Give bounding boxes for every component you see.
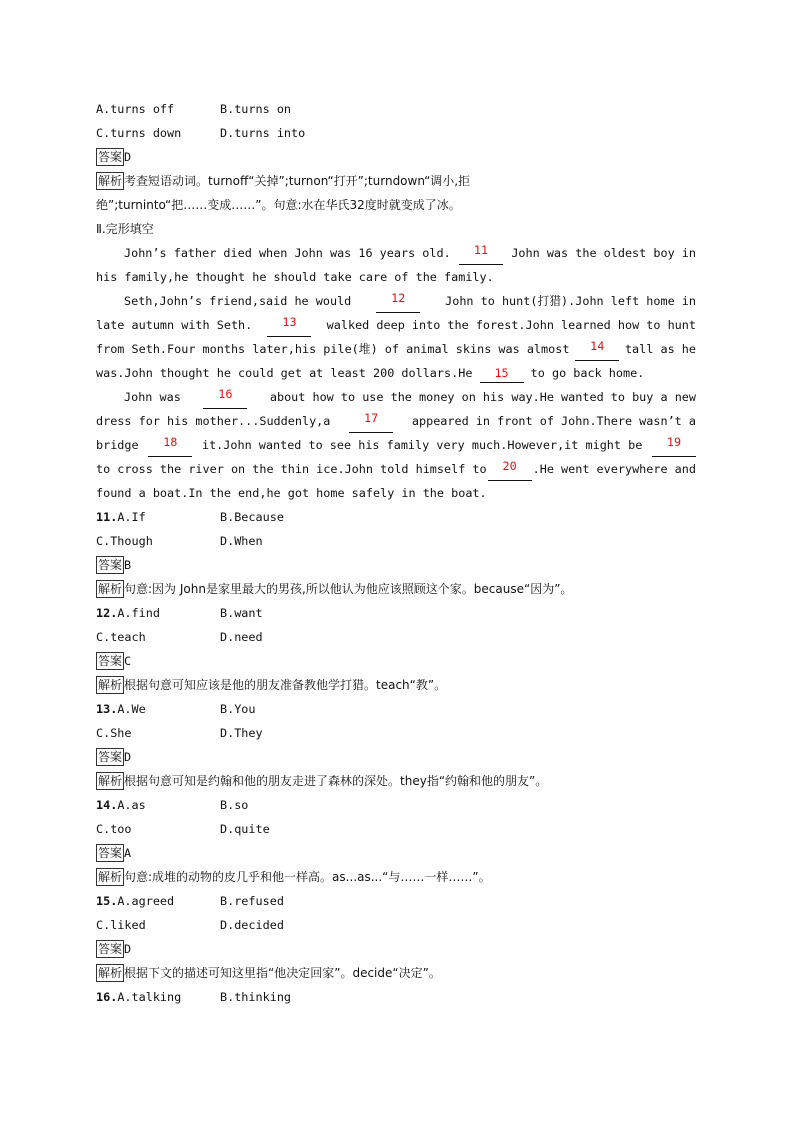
option-a (96, 505, 220, 529)
passage-text: John’s father died when John was 16 years old. (124, 246, 451, 260)
passage-line (96, 457, 696, 481)
passage-text: John was (124, 390, 181, 404)
passage-text: found a boat.In the end,he got home safely in the boat. (96, 486, 487, 500)
option-d: D.When (220, 534, 263, 548)
option-c: C.turns down (96, 126, 182, 140)
option-b: B.Because (220, 510, 284, 524)
answer-label: 答案 (98, 942, 123, 956)
passage-text: his family,he thought he should take care of the family. (96, 270, 494, 284)
passage-text: about how to use the money on his way.He wanted to buy a new (269, 390, 696, 404)
document-page (96, 97, 696, 1009)
passage-text: dress for his mother...Suddenly,a (96, 414, 331, 428)
passage-line (96, 265, 696, 289)
option-a (96, 889, 220, 913)
answer-label: 答案 (98, 558, 123, 572)
section-title: Ⅱ.完形填空 (96, 222, 154, 236)
option-a: A.turns off (96, 102, 175, 116)
option-a-text: A.talking (117, 990, 182, 1004)
analysis-label: 解析 (98, 174, 123, 188)
option-c: C.too (96, 822, 132, 836)
option-d: D.need (220, 630, 263, 644)
analysis-text: 句意:因为 John是家里最大的男孩,所以他认为他应该照顾这个家。because“因为”。 (124, 582, 573, 596)
passage-line (96, 433, 696, 457)
blank-16: 16 (203, 385, 247, 409)
option-a-text: A.find (117, 606, 160, 620)
option-c: C.liked (96, 918, 146, 932)
option-a (96, 985, 220, 1009)
answer-label: 答案 (98, 846, 123, 860)
question-number: 11. (96, 510, 118, 524)
question-16 (96, 985, 696, 1009)
option-b: B.so (220, 798, 249, 812)
blank-13: 13 (267, 313, 311, 337)
passage-text: from Seth.Four months later,his pile(堆) of animal skins was almost (96, 342, 570, 356)
passage-text: John to hunt(打猎).John left home in (445, 294, 696, 308)
option-d: D.turns into (220, 126, 306, 140)
answer-label: 答案 (98, 150, 123, 164)
passage-line (96, 481, 696, 505)
option-b: B.thinking (220, 990, 292, 1004)
question-number: 12. (96, 606, 118, 620)
answer-value: D (124, 750, 132, 764)
answer-value: D (124, 150, 132, 164)
passage-text: it.John wanted to see his family very much.However,it might be (201, 438, 643, 452)
blank-12: 12 (376, 289, 420, 313)
option-c: C.teach (96, 630, 146, 644)
answer-line (96, 145, 696, 169)
answer-value: B (124, 558, 132, 572)
answer-value: C (124, 654, 132, 668)
analysis-label: 解析 (98, 774, 123, 788)
option-row (96, 97, 696, 121)
answer-value: D (124, 942, 132, 956)
passage-text: appeared in front of John.There wasn’t a (411, 414, 696, 428)
analysis-text: 句意:成堆的动物的皮几乎和他一样高。as...as...“与……一样……”。 (124, 870, 491, 884)
passage-line (96, 337, 696, 361)
option-d: D.decided (220, 918, 284, 932)
option-b: B.refused (220, 894, 284, 908)
option-b: B.want (220, 606, 263, 620)
question-number: 13. (96, 702, 118, 716)
analysis-label: 解析 (98, 678, 123, 692)
blank-14: 14 (575, 337, 619, 361)
blank-15: 15 (480, 364, 524, 383)
analysis-label: 解析 (98, 966, 123, 980)
passage-text: Seth,John’s friend,said he would (124, 294, 352, 308)
passage-line (96, 289, 696, 313)
analysis-line (96, 169, 696, 193)
blank-20: 20 (488, 457, 532, 481)
passage-line (96, 241, 696, 265)
passage-line (96, 409, 696, 433)
option-row (96, 121, 696, 145)
analysis-label: 解析 (98, 870, 123, 884)
blank-19: 19 (652, 433, 696, 457)
option-a-text: A.If (117, 510, 146, 524)
option-d: D.quite (220, 822, 270, 836)
option-a-text: A.as (117, 798, 146, 812)
passage-text: John was the oldest boy in (511, 246, 696, 260)
question-12 (96, 601, 696, 697)
option-b: B.You (220, 702, 256, 716)
blank-17: 17 (349, 409, 393, 433)
answer-label: 答案 (98, 654, 123, 668)
blank-18: 18 (148, 433, 192, 457)
question-11 (96, 505, 696, 601)
option-d: D.They (220, 726, 263, 740)
analysis-text: 根据句意可知应该是他的朋友准备教他学打猎。teach“教”。 (124, 678, 447, 692)
passage-text: to cross the river on the thin ice.John told himself to (96, 462, 487, 476)
option-a-text: A.agreed (117, 894, 175, 908)
passage-text: was.John thought he could get at least 200 dollars.He (96, 366, 473, 380)
question-number: 16. (96, 990, 118, 1004)
passage-text: walked deep into the forest.John learned how to hunt (326, 318, 696, 332)
passage-text: tall as he (624, 342, 696, 356)
analysis-line-continued (96, 193, 696, 217)
answer-label: 答案 (98, 750, 123, 764)
analysis-text: 绝”;turninto“把……变成……”。句意:水在华氏32度时就变成了冰。 (96, 198, 461, 212)
option-a-text: A.We (117, 702, 146, 716)
analysis-text: 根据句意可知是约翰和他的朋友走进了森林的深处。they指“约翰和他的朋友”。 (124, 774, 548, 788)
analysis-label: 解析 (98, 582, 123, 596)
passage-text: to go back home. (530, 366, 645, 380)
passage-text: late autumn with Seth. (96, 318, 253, 332)
option-a (96, 697, 220, 721)
passage-text: bridge (96, 438, 139, 452)
option-a (96, 793, 220, 817)
option-b: B.turns on (220, 102, 292, 116)
question-15 (96, 889, 696, 985)
question-13 (96, 697, 696, 793)
option-a (96, 601, 220, 625)
option-c: C.She (96, 726, 132, 740)
answer-value: A (124, 846, 132, 860)
passage-line (96, 361, 696, 385)
passage-line (96, 385, 696, 409)
question-14 (96, 793, 696, 889)
blank-11: 11 (459, 241, 503, 265)
passage-line (96, 313, 696, 337)
analysis-text: 根据下文的描述可知这里指“他决定回家”。decide“决定”。 (124, 966, 441, 980)
passage-text: .He went everywhere and (532, 462, 696, 476)
question-number: 14. (96, 798, 118, 812)
question-number: 15. (96, 894, 118, 908)
analysis-text: 考查短语动词。turnoff“关掉”;turnon“打开”;turndown“调小,拒 (124, 174, 471, 188)
option-c: C.Though (96, 534, 153, 548)
